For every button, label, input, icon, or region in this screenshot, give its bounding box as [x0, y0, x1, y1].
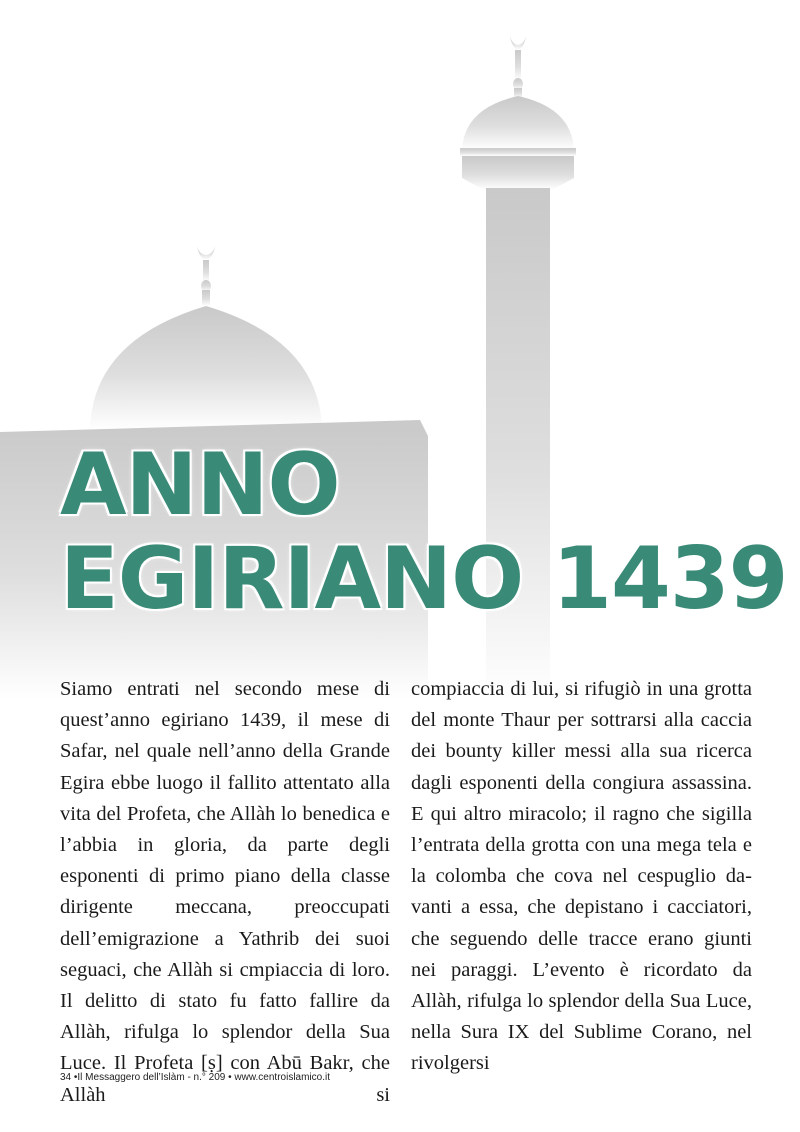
article-column-right: compiaccia di lui, si rifugiò in una grotta del monte Thaur per sottrarsi alla caccia dei bounty killer messi alla sua ricerca dagli esponenti della congiura assassina. E qui altro miracolo; il ragno che sigilla l’entrata della grotta con una mega tela e la colomba che cova nel cespuglio davanti a essa, che depistano i cacciatori, che seguendo delle tracce erano giunti nei paraggi. L’evento è ricordato da Allàh, rifulga lo splendor della Sua Luce, nella Sura IX del Sublime Corano, nel rivolgersi [411, 678, 752, 1075]
article-title-line-1: ANNO [60, 435, 340, 535]
article-title [60, 435, 788, 629]
page-footer: 34 •Il Messaggero dell’Islàm - n.° 209 • www.centroislamico.it [60, 1072, 330, 1083]
article-title-line-2: EGIRIANO 1439 [60, 529, 788, 629]
article-column-left: Siamo entrati nel secondo mese di quest’anno egiriano 1439, il mese di Safar, nel quale nell’anno della Grande Egira ebbe luogo il fallito attentato alla vita del Profeta, che Allàh lo benedica e l’abbia in gloria, da parte degli esponenti di primo piano della classe dirigente meccana, preoccupati dell’emigrazione a Yathrib dei suoi seguaci, che Allàh si cmpiaccia di loro. Il delitto di stato fu fatto fallire da Allàh, rifulga lo splendor della Sua Luce. Il Profeta [ṣ] con Abū Bakr, che Allàh si [60, 678, 390, 1106]
